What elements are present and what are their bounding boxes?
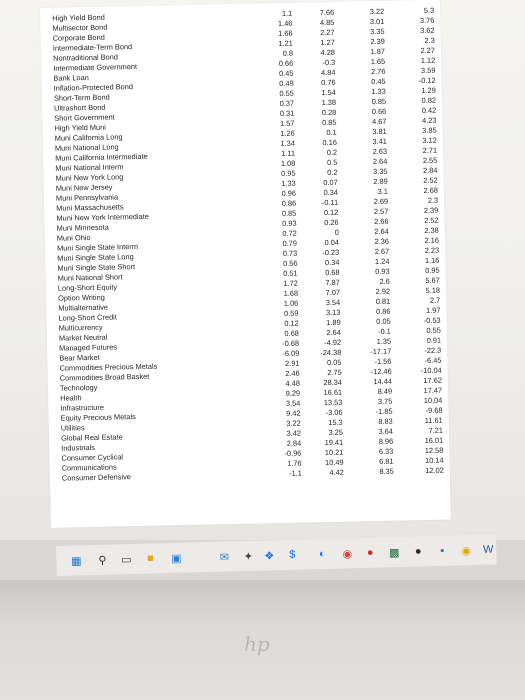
value-col-2: 0.04 [324,237,340,248]
value-col-4: 2.16 [424,235,440,245]
dropbox-icon[interactable]: ❖ [264,549,275,563]
value-col-2: 1.54 [321,87,336,98]
value-col-1: 1.72 [283,278,298,288]
value-col-4: 7.21 [428,425,444,435]
value-col-2: 28.34 [323,377,342,388]
category-name: Muni Single State Short [57,262,136,273]
category-name: Global Real Estate [60,432,123,443]
value-col-1: 0.96 [281,188,297,198]
value-col-2: 7.07 [325,287,341,298]
value-col-3: 0.93 [375,266,390,277]
value-col-2: 2.75 [327,367,342,378]
category-name: Intermediate-Term Bond [52,42,133,53]
value-col-3: 14.44 [373,376,392,387]
category-name: Nontraditional Bond [52,52,119,63]
category-name: Inflation-Protected Bond [53,82,134,93]
category-name: Muni Single State Long [57,252,134,263]
value-col-3: 1.35 [376,336,392,347]
value-col-3: -12.46 [370,366,392,377]
value-col-4: 2.3 [427,195,439,205]
fund-category-table [52,4,522,484]
value-col-2: 0.34 [323,187,339,198]
category-name: Managed Futures [59,342,118,353]
value-col-3: 3.35 [373,166,388,177]
category-name: Muni New Jersey [55,182,113,193]
value-col-2: 3.54 [325,297,341,308]
value-col-2: 7.66 [319,7,335,18]
value-col-2: 1.38 [321,97,337,108]
mail-icon[interactable]: ✉ [219,550,230,564]
category-name: Bear Market [59,352,100,363]
category-name: Muni Single State Interm [56,242,139,253]
app-icon-blue[interactable]: ▪ [440,544,445,557]
value-col-2: 13.53 [323,397,343,408]
category-name: Corporate Bond [52,32,105,43]
value-col-3: 2.64 [372,156,388,167]
category-name: Muni California Long [54,132,123,143]
value-col-2: 4.85 [319,17,335,28]
value-col-3: 2.63 [372,146,388,157]
value-col-4: -22.3 [424,345,442,356]
value-col-3: 6.33 [378,446,394,456]
value-col-3: 3.1 [377,186,389,196]
value-col-3: -1.85 [375,406,393,417]
value-col-1: 0.95 [281,168,296,178]
category-name: Short Government [54,112,115,123]
value-col-1: 1.11 [281,148,296,158]
value-col-1: 1.57 [279,118,295,128]
value-col-2: 0.85 [321,117,337,128]
value-col-1: -1.1 [288,468,302,478]
category-name: Multialternative [58,302,109,313]
value-col-4: 0.55 [426,325,441,335]
category-name: Industrials [61,442,95,453]
value-col-2: 0.05 [327,357,342,368]
category-name: Muni New York Long [55,172,124,183]
category-name: Short-Term Bond [53,92,110,103]
value-col-3: 1.24 [374,256,390,267]
value-col-2: 0.5 [326,157,338,168]
category-name: Bank Loan [53,72,89,83]
value-col-2: 4.84 [320,67,336,78]
value-col-4: 5.3 [423,5,435,15]
value-col-2: 0.12 [323,207,339,218]
value-col-3: 0.45 [371,76,386,87]
value-col-3: 3.41 [372,136,387,147]
value-col-3: 8.35 [379,466,394,476]
value-col-1: 1.76 [287,458,302,468]
value-col-4: 0.95 [425,265,440,275]
value-col-1: 0.66 [278,58,294,69]
value-col-2: 3.13 [325,307,341,318]
value-col-2: 0.16 [322,137,337,148]
value-col-4: 2.84 [423,165,438,176]
value-col-4: 2.39 [423,205,439,216]
value-col-1: 1.66 [278,28,293,39]
settings-icon[interactable]: ✦ [243,550,254,563]
chrome-icon[interactable]: ◉ [342,547,353,561]
category-name: Commodities Broad Basket [59,371,150,383]
value-col-3: -17.17 [370,346,392,357]
value-col-3: 3.01 [369,16,385,27]
value-col-4: 1.97 [425,305,441,315]
category-name: Technology [59,382,98,393]
value-col-2: 0.26 [324,217,339,228]
value-col-4: 5.18 [425,285,441,295]
value-col-3: 3.75 [377,396,393,407]
category-name: Muni Pennsylvania [55,192,119,203]
value-col-2: 0 [334,227,339,237]
value-col-4: 3.59 [420,65,436,76]
value-col-4: 0.42 [421,105,437,116]
value-col-4: 3.85 [422,125,437,136]
task-view-icon[interactable]: ▭ [121,553,132,566]
category-name: Consumer Defensive [61,472,131,483]
value-col-2: 7.87 [325,277,340,288]
category-name: Market Neutral [58,332,108,343]
app-icon-dark[interactable]: ● [414,545,422,558]
category-name: Infrastructure [60,402,105,413]
value-col-2: 0.2 [327,167,338,178]
category-name: Equity Precious Metals [60,412,136,423]
category-name: Muni Massachusetts [56,202,124,213]
value-col-1: -0.68 [282,338,300,348]
value-col-4: 10.14 [424,455,444,466]
value-col-3: 3.22 [369,6,385,17]
category-name: Muni New York Intermediate [56,211,149,223]
value-col-3: 0.86 [375,306,391,317]
store-icon[interactable]: ▣ [171,552,182,565]
value-col-2: 0.28 [321,107,337,118]
value-col-1: 1.1 [281,8,293,18]
value-col-1: 2.91 [285,358,300,368]
value-col-3: 8.96 [378,436,394,446]
value-col-4: 2.71 [422,145,438,156]
value-col-3: 4.67 [371,116,387,127]
value-col-3: -1.56 [374,356,392,367]
value-col-2: 2.27 [320,27,335,38]
value-col-2: 15.3 [328,417,343,428]
category-name: Commodities Precious Metals [59,361,158,373]
category-name: Communications [61,462,117,473]
dollar-app-icon[interactable]: $ [289,548,296,561]
value-col-3: 2.69 [373,196,389,207]
value-col-2: 0.07 [323,177,338,188]
value-col-2: 0.1 [326,127,337,138]
value-col-1: 2.84 [286,438,302,448]
value-col-3: 0.85 [371,96,387,107]
value-col-1: 1.21 [278,38,293,49]
edge-icon[interactable]: ◐ [318,547,326,561]
value-col-4: 2.68 [423,185,438,196]
value-col-3: 0.81 [375,296,391,307]
category-name: Consumer Cyclical [61,452,124,463]
value-col-2: 0.2 [326,147,338,158]
value-col-3: 1.65 [370,56,386,67]
value-col-3: 2.92 [375,286,391,297]
value-col-4: 12.58 [424,445,444,456]
value-col-3: 2.39 [370,36,385,47]
value-col-1: 1.26 [280,128,295,138]
value-col-4: 5.67 [425,275,440,285]
value-col-1: 2.46 [285,368,300,378]
value-col-1: 0.8 [282,48,294,58]
value-col-2: -0.11 [321,197,339,208]
value-col-2: 10.21 [324,447,344,458]
value-col-3: 2.64 [374,226,389,237]
value-col-4: 2.38 [424,225,439,235]
value-col-2: 4.28 [320,47,336,58]
category-name: Multicurrency [58,322,103,333]
value-col-3: 3.81 [372,126,387,137]
value-col-2: 2.64 [326,327,341,338]
value-col-1: 0.86 [281,198,297,208]
category-name: Option Writing [57,292,105,303]
value-col-1: 0.93 [282,218,297,228]
value-col-2: 0.68 [325,267,340,278]
value-col-1: -0.96 [284,448,302,458]
value-col-2: 4.42 [329,467,344,478]
value-col-1: 0.68 [284,328,299,338]
excel-icon[interactable]: ▩ [388,546,400,559]
value-col-4: 4.23 [421,115,437,126]
value-col-2: -0.23 [322,247,340,258]
value-col-1: 0.31 [279,108,295,118]
value-col-2: 10.49 [324,457,344,468]
value-col-1: 1.08 [280,158,296,168]
value-col-1: 3.54 [285,398,301,408]
value-col-4: 11.61 [424,415,443,426]
value-col-1: 0.85 [281,208,297,218]
value-col-3: 0.05 [376,316,391,327]
value-col-4: 17.62 [423,375,442,386]
value-col-4: 16.01 [424,435,444,446]
value-col-3: 3.35 [370,26,385,37]
value-col-2: 3.25 [328,427,344,438]
app-icon-red[interactable]: ● [366,546,374,559]
value-col-1: 0.72 [282,228,297,238]
category-name: High Yield Muni [54,122,106,133]
value-col-2: 0.34 [324,257,340,268]
chrome-icon-2[interactable]: ◉ [461,544,472,557]
value-col-4: 3.62 [420,25,435,36]
value-col-4: -6.45 [424,355,442,366]
value-col-4: -10.04 [420,365,442,376]
value-col-1: 1.06 [283,298,299,308]
value-col-4: 2.7 [429,295,441,305]
category-name: Muni Ohio [56,232,91,243]
value-col-1: 0.51 [283,268,298,278]
windows-start-icon[interactable]: ▦ [71,554,82,568]
category-name: Muni National Long [54,142,119,153]
category-name: Utilities [60,423,85,433]
value-col-3: 8.83 [378,416,393,427]
monitor-bezel [0,580,525,700]
value-col-3: 2.57 [373,206,389,217]
value-col-3: 2.6 [379,276,390,286]
data-sheet [40,0,451,528]
value-col-3: 2.89 [373,176,388,187]
value-col-4: 1.29 [421,85,436,96]
value-col-1: 1.33 [281,178,296,188]
category-name: Muni Minnesota [56,222,109,233]
category-name: Muni National Interm [55,162,124,173]
value-col-1: 4.48 [285,378,301,388]
value-col-1: 0.79 [282,238,298,248]
value-col-1: 3.22 [286,418,301,428]
value-col-4: 2.3 [424,35,435,45]
search-icon[interactable]: ⚲ [98,554,107,567]
category-name: Health [60,393,82,403]
value-col-1: -6.09 [282,348,300,358]
category-name: High Yield Bond [52,12,105,23]
value-col-4: 1.16 [424,255,440,265]
file-explorer-icon[interactable]: ■ [146,552,154,565]
category-name: Long-Short Equity [57,282,118,293]
value-col-4: 2.52 [424,215,439,226]
value-col-3: 1.33 [371,86,386,97]
value-col-3: 2.76 [370,66,386,77]
value-col-4: 12.02 [425,465,444,476]
value-col-2: -3.06 [325,407,343,418]
value-col-4: 2.27 [420,45,436,56]
value-col-4: -0.12 [418,75,436,86]
value-col-1: 0.45 [278,68,294,79]
taskbar [56,534,497,576]
value-col-4: 2.55 [422,155,438,166]
value-col-1: 0.37 [279,98,295,109]
value-col-3: 2.67 [374,246,390,257]
value-col-3: 6.81 [379,456,394,466]
value-col-4: -0.53 [423,315,441,326]
value-col-2: 1.27 [320,37,335,48]
hp-logo: hp [244,632,270,656]
value-col-4: 3.12 [422,135,437,146]
value-col-1: 0.49 [279,78,294,89]
value-col-1: 0.59 [283,308,299,318]
category-name: Multisector Bond [52,22,108,33]
value-col-3: -0.1 [378,326,391,336]
category-name: Ultrashort Bond [54,102,106,113]
value-col-3: 2.36 [374,236,390,247]
value-col-4: 3.76 [419,15,435,26]
value-col-4: -9.68 [425,405,443,416]
value-col-1: 3.42 [286,428,302,438]
value-col-2: -0.3 [322,57,336,68]
value-col-3: 8.49 [377,386,393,397]
value-col-2: 19.41 [324,437,344,448]
value-col-1: 0.12 [284,318,299,328]
value-col-3: 2.66 [374,216,389,227]
value-col-2: 16.61 [323,387,343,398]
value-col-4: 10.04 [423,395,443,406]
value-col-1: 9.42 [286,408,301,418]
category-name: Intermediate Government [53,61,138,73]
category-name: Muni National Short [57,272,123,283]
value-col-1: 1.68 [283,288,299,298]
value-col-1: 1.34 [280,138,295,148]
value-col-3: 1.87 [370,46,386,57]
value-col-2: -24.38 [320,347,342,358]
value-col-2: 1.89 [326,317,341,328]
value-col-3: 3.64 [378,426,394,437]
value-col-3: 0.66 [371,106,387,117]
category-name: Muni California Intermediate [55,151,148,163]
value-col-4: 0.91 [426,335,442,345]
value-col-1: 9.29 [285,388,301,398]
category-name: Long-Short Credit [58,312,117,323]
value-col-1: 0.73 [282,248,298,258]
value-col-4: 2.52 [423,175,438,186]
value-col-4: 2.23 [424,245,440,255]
value-col-1: 0.55 [279,88,294,99]
value-col-2: 0.76 [321,77,336,88]
value-col-1: 0.56 [282,258,298,268]
value-col-4: 0.82 [421,95,437,106]
value-col-4: 17.47 [423,385,443,396]
word-icon[interactable]: W [482,543,494,556]
value-col-2: -4.92 [324,337,342,348]
value-col-4: 1.12 [420,55,436,66]
value-col-1: 1.46 [277,18,293,29]
